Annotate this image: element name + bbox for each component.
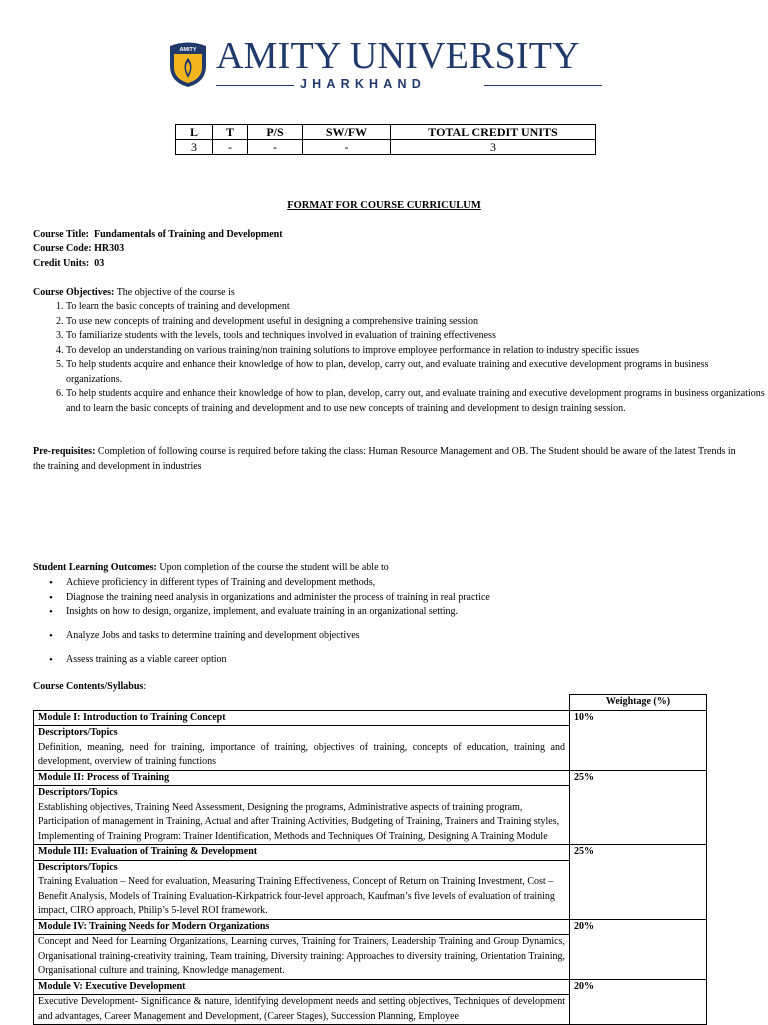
module-descriptor-cell [34,726,570,771]
outcomes-intro: Upon completion of the course the student will be able to [159,562,389,573]
format-title: FORMAT FOR COURSE CURRICULUM [287,200,481,211]
credit-header-t: T [213,125,248,140]
university-name: AMITY UNIVERSITY [216,35,580,77]
outcome-item: • Achieve proficiency in different types of Training and development methods, [66,576,766,591]
credit-value-l: 3 [176,140,213,155]
credit-value-swfw: - [303,140,391,155]
objective-item: 1. To learn the basic concepts of training and development [66,300,766,315]
module-weight: 25% [570,845,707,920]
course-title-line [33,228,283,243]
objective-item: 5. To help students acquire and enhance their knowledge of how to plan, develop, carry out, and evaluate training and executive development programs in business organizations. [66,358,766,387]
course-title-label: Course Title: [33,229,90,240]
module-weight: 10% [570,710,707,770]
credit-header-row [176,125,596,140]
table-row [34,845,707,861]
descriptors-label: Descriptors/Topics [38,787,118,798]
prerequisites-label: Pre-requisites: [33,446,96,457]
outcome-item: • Insights on how to design, organize, implement, and evaluate training in an organizational setting. [66,605,766,620]
syllabus-heading [33,680,146,695]
credit-value-total: 3 [391,140,596,155]
module-title: Module III: Evaluation of Training & Development [34,845,570,861]
outcome-item: • Assess training as a viable career option [66,653,766,668]
module-title: Module II: Process of Training [34,770,570,786]
objective-item: 4. To develop an understanding on various training/non training solutions to improve employee performance in relation to industry specific issues [66,344,766,359]
campus-divider-right [484,85,602,86]
syllabus-label: Course Contents/Syllabus [33,681,144,692]
campus-row [216,78,602,92]
course-code-line [33,242,124,257]
module-descriptor-cell [34,786,570,845]
credit-value-t: - [213,140,248,155]
module-description: Definition, meaning, need for training, importance of training, objectives of training, concepts of education, training and development, overview of training functions [38,741,565,767]
syllabus-header-row [34,695,707,711]
outcomes-list-extra [33,629,766,644]
campus-divider-left [216,85,294,86]
credit-value-ps: - [248,140,303,155]
credit-units-line [33,257,104,272]
outcome-item: • Diagnose the training need analysis in organizations and administer the process of training in real practice [66,591,766,606]
descriptors-label: Descriptors/Topics [38,727,118,738]
outcomes-label: Student Learning Outcomes: [33,562,157,573]
syllabus-label-colon: : [143,681,147,692]
module-description: Executive Development- Significance & nature, identifying development needs and setting objectives, Techniques of development and advantages, Career Management and Development, (Career Stages), Succession Planning, Employee [34,995,570,1025]
objective-item: 2. To use new concepts of training and development useful in designing a comprehensive training session [66,315,766,330]
course-code-label: Course Code: [33,243,92,254]
objectives-intro: The objective of the course is [116,287,235,298]
prerequisites-text: Completion of following course is required before taking the class: Human Resource Management and OB. The Student should be aware of the latest Trends in the training and development in industries [33,446,736,472]
campus-name: JHARKHAND [300,77,426,91]
svg-text:AMITY: AMITY [179,47,197,53]
module-title: Module IV: Training Needs for Modern Organizations [34,919,570,935]
outcomes-list-extra [33,653,766,668]
module-descriptor-cell [34,860,570,919]
objectives-heading [33,286,235,301]
credit-units-value: 03 [94,258,105,269]
course-title-value: Fundamentals of Training and Development [94,229,283,240]
university-seal-icon [168,40,208,88]
module-weight: 20% [570,919,707,979]
objectives-list [33,300,766,416]
university-logo [168,35,608,94]
outcomes-heading [33,561,389,576]
credit-header-ps: P/S [248,125,303,140]
course-code-value: HR303 [94,243,125,254]
module-description: Concept and Need for Learning Organizations, Learning curves, Training for Trainers, Leadership Training and Group Dynamics, Organisational training-creativity training, Team training, Diversity training: Approaches to diversity training, Orientation Training, Organisational culture and training, Knowledge management. [34,935,570,980]
prerequisites-paragraph [33,445,738,474]
table-row [34,770,707,786]
module-weight: 20% [570,979,707,1025]
module-description: Establishing objectives, Training Need Assessment, Designing the programs, Administrative aspects of training program, Participation of management in Training, Actual and after Training Activities, Budgeting of Training, Trainers and Training styles, Implementing of Training Program: Trainer Identification, Methods and Techniques Of Training, Designing A Training Module [38,801,560,842]
outcomes-list [33,576,766,620]
credit-header-l: L [176,125,213,140]
descriptors-label: Descriptors/Topics [38,861,118,873]
module-title: Module V: Executive Development [34,979,570,995]
credit-units-label: Credit Units: [33,258,90,269]
syllabus-table [33,694,707,1025]
syllabus-header-blank [34,695,570,711]
module-weight: 25% [570,770,707,845]
table-row [34,919,707,935]
table-row [34,979,707,995]
objective-item: 3. To familiarize students with the levels, tools and techniques involved in evaluation of training effectiveness [66,329,766,344]
weightage-header: Weightage (%) [570,695,707,711]
credit-header-swfw: SW/FW [303,125,391,140]
credit-value-row [176,140,596,155]
credit-header-total: TOTAL CREDIT UNITS [391,125,596,140]
module-description: Training Evaluation – Need for evaluation, Measuring Training Effectiveness, Concept of Return on Training Investment, Cost – Benefit Analysis, Models of Training Evaluation-Kirkpatrick four-level approach, Kaufman’s five levels of evaluation of training impact, CIRO approach, Philip’s 5-level ROI framework. [38,876,555,916]
module-title: Module I: Introduction to Training Concept [34,710,570,726]
objectives-label: Course Objectives: [33,287,115,298]
credit-units-table [175,124,596,155]
outcome-item: • Analyze Jobs and tasks to determine training and development objectives [66,629,766,644]
table-row [34,710,707,726]
objective-item: 6. To help students acquire and enhance their knowledge of how to plan, develop, carry out, and evaluate training and executive development programs in business organizations and to learn the basic concepts of training and development and to use new concepts of training and development to design training session. [66,387,766,416]
